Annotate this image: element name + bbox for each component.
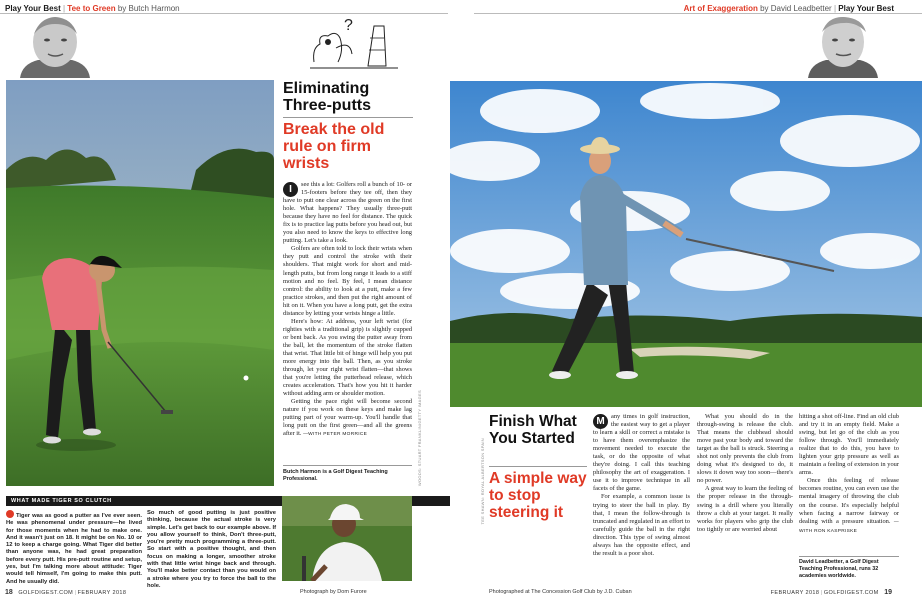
right-magazine: GOLFDIGEST.COM xyxy=(823,590,879,596)
right-col2 xyxy=(697,413,793,534)
left-body-p2: Golfers are often told to lock their wrists when they putt and control the stroke with their shoulders. That might work for short and mid-length putts, but from long range it leads to a stiff motion and no feel. By feel, I mean distance control: the ability to look at a putt, make a few practice strokes, and then put the right amount of hit on it. When you have a long putt, get the extra distance by letting your wrists hinge a little. xyxy=(283,245,412,317)
left-subtitle: Break the old rule on firm wrists xyxy=(283,121,385,172)
right-col1-p2: For example, a common issue is trying to steer the ball in play. By that, I mean the follow-through is truncated and regulated in an effort to carefully guide the ball in the right direction. This type of swing almost always has the opposite effect, and the result is a poor shot. xyxy=(593,493,690,557)
right-photo-byline: Photographed at The Concession Golf Club by J.D. Cuban xyxy=(489,589,632,595)
sidebar-col1 xyxy=(6,510,142,586)
left-section-label: Play Your Best xyxy=(5,4,61,13)
left-body-p4: Getting the pace right will become second nature if you work on these keys and make lag putting part of your warm-up. You'll handle that long putt on the first green—and all the greens after it. xyxy=(283,398,412,438)
right-title: Finish What You Started xyxy=(489,413,577,447)
left-body-p3: Here's how: At address, your left wrist (for righties with a traditional grip) is slightly cupped or bent back. As you swing the putter away from the ball, let the momentum of the stroke flatten that wrist. That little bit of hinge will help you put more energy into the ball. Then, as you stroke through, let your right wrist flatten—that shows that you're letting the putterhead release, which creates acceleration. That's how you hit it harder without adding arm or shoulder motion. xyxy=(283,317,412,398)
right-col1 xyxy=(593,413,690,558)
right-col3-p1: hitting a shot off-line. Find an old club and try it in an empty field. Make a swing, but let go of the club as you follow through. You'll immediately realize that to do this, you have to lighten your grip pressure as well as maintain a feeling of extension in your arms. xyxy=(799,413,899,477)
svg-text:?: ? xyxy=(344,18,353,34)
leadbetter-swing-photo xyxy=(450,81,922,407)
left-dropcap: I xyxy=(283,182,298,197)
left-article-body xyxy=(283,181,412,440)
right-author-rule xyxy=(799,556,899,557)
right-col1-p1: any times in golf instruction, the easiest way to get a player to learn a skill or correct a mistake is to have them overemphasize the movement needed to execute the task, or do the opposite of what they're doing. I call this teaching philosophy the art of exaggeration. I use it to improve technique in all facets of the game. xyxy=(593,413,690,493)
right-photo-credit: TEE SHAWN: ROYAL ALBERTSON SPAIN xyxy=(480,438,485,525)
left-header: Play Your Best | Tee to Green by Butch Harmon xyxy=(5,4,180,13)
left-page-number: 18 xyxy=(5,589,13,596)
right-footer: FEBRUARY 2018 | GOLFDIGEST.COM 19 xyxy=(770,589,892,596)
david-leadbetter-portrait xyxy=(800,14,886,78)
left-series-label: Tee to Green xyxy=(67,4,116,13)
right-byline: by David Leadbetter xyxy=(760,4,832,13)
right-signoff: —WITH RON KASPRISKE xyxy=(799,519,899,534)
sidebar-label: WHAT MADE TIGER SO CLUTCH xyxy=(11,498,112,504)
left-magazine: GOLFDIGEST.COM xyxy=(18,590,74,596)
left-title-rule xyxy=(283,117,413,118)
left-photo-credit: WOODS: STUART FRANKLIN/GETTY IMAGES xyxy=(417,390,422,487)
right-page-number: 19 xyxy=(884,589,892,596)
right-author-note: David Leadbetter, a Golf Digest Teaching Professional, runs 32 academies worldwide. xyxy=(799,559,879,579)
left-title: Eliminating Three-putts xyxy=(283,80,371,114)
left-signoff: —WITH PETER MORRICE xyxy=(303,432,368,438)
left-footer: 18 GOLFDIGEST.COM | FEBRUARY 2018 xyxy=(5,589,127,596)
right-series-label: Art of Exaggeration xyxy=(683,4,758,13)
right-subtitle: A simple way to stop steering it xyxy=(489,470,587,521)
butch-harmon-portrait xyxy=(12,14,98,78)
right-header: Art of Exaggeration by David Leadbetter | Play Your Best xyxy=(683,4,894,13)
sidebar-col1-text: Tiger was as good a putter as I've ever seen. He was phenomenal under pressure—he lived for those moments when he had to make one. And it wasn't just on 18. It might be on No. 10 or 12 to keep a charge going. What Tiger did better than anyone was, he had great preparation before every putt. His pre-putt routine and setup, yes, but I'm talking more about attitude: Tiger would tell himself, I'm going to make this putt. And he usually did. xyxy=(6,513,142,585)
sidebar-col2: So much of good putting is just positive thinking, because the actual stroke is very simple. Let's get back to our example above. If you allow yourself to think, Don't three-putt, you're pretty much programming a three-putt. So start with a positive thought, and then focus on making a longer, smoother stroke with that little wrist hinge back and through. You'll make better contact than you would on a stroke where you try to force the ball to the hole. xyxy=(147,510,276,589)
right-col2-p2: A great way to learn the feeling of the proper release in the through-swing is a drill where you literally throw a club at your target. It really works for players who grip the club too tightly or are worried about xyxy=(697,485,793,533)
sidebar-bullet-icon xyxy=(6,510,14,518)
left-author-rule xyxy=(283,465,412,466)
right-col2-p1: What you should do in the through-swing is release the club. That means the clubhead should move past your body and toward the target as the ball is struck. Steering a shot not only prevents the club from doing what it's designed to do, it slows it down way too soon—there's no power. xyxy=(697,413,793,485)
right-section-label: Play Your Best xyxy=(838,4,894,13)
right-issue: FEBRUARY 2018 xyxy=(770,590,820,596)
left-author-note: Butch Harmon is a Golf Digest Teaching Professional. xyxy=(283,469,388,482)
leaning-tower-doodle xyxy=(306,18,402,74)
left-byline: by Butch Harmon xyxy=(117,4,180,13)
right-col3 xyxy=(799,413,899,536)
right-dropcap: M xyxy=(593,414,608,429)
right-col3-p2: Once this feeling of release becomes routine, you can even use the mental imagery of throwing the club on the course. It's especially helpful when facing a narrow fairway or dealing with a pressure situation. xyxy=(799,477,899,525)
left-photo-byline: Photograph by Dom Furore xyxy=(300,589,367,595)
right-title-rule xyxy=(489,466,587,467)
left-issue: FEBRUARY 2018 xyxy=(77,590,127,596)
tiger-woods-photo xyxy=(282,496,412,581)
left-body-p1: see this a lot: Golfers roll a bunch of 10- or 15-footers before they tee off, then they have to putt one clear across the green on the first hole. What happens? They usually three-putt because they have no feel for distance. The quick fix is to practice lag putts before you head out, but you also need to know the keys to effective long putting. Let's take a look. xyxy=(283,181,412,245)
harmon-putting-photo xyxy=(6,80,274,486)
